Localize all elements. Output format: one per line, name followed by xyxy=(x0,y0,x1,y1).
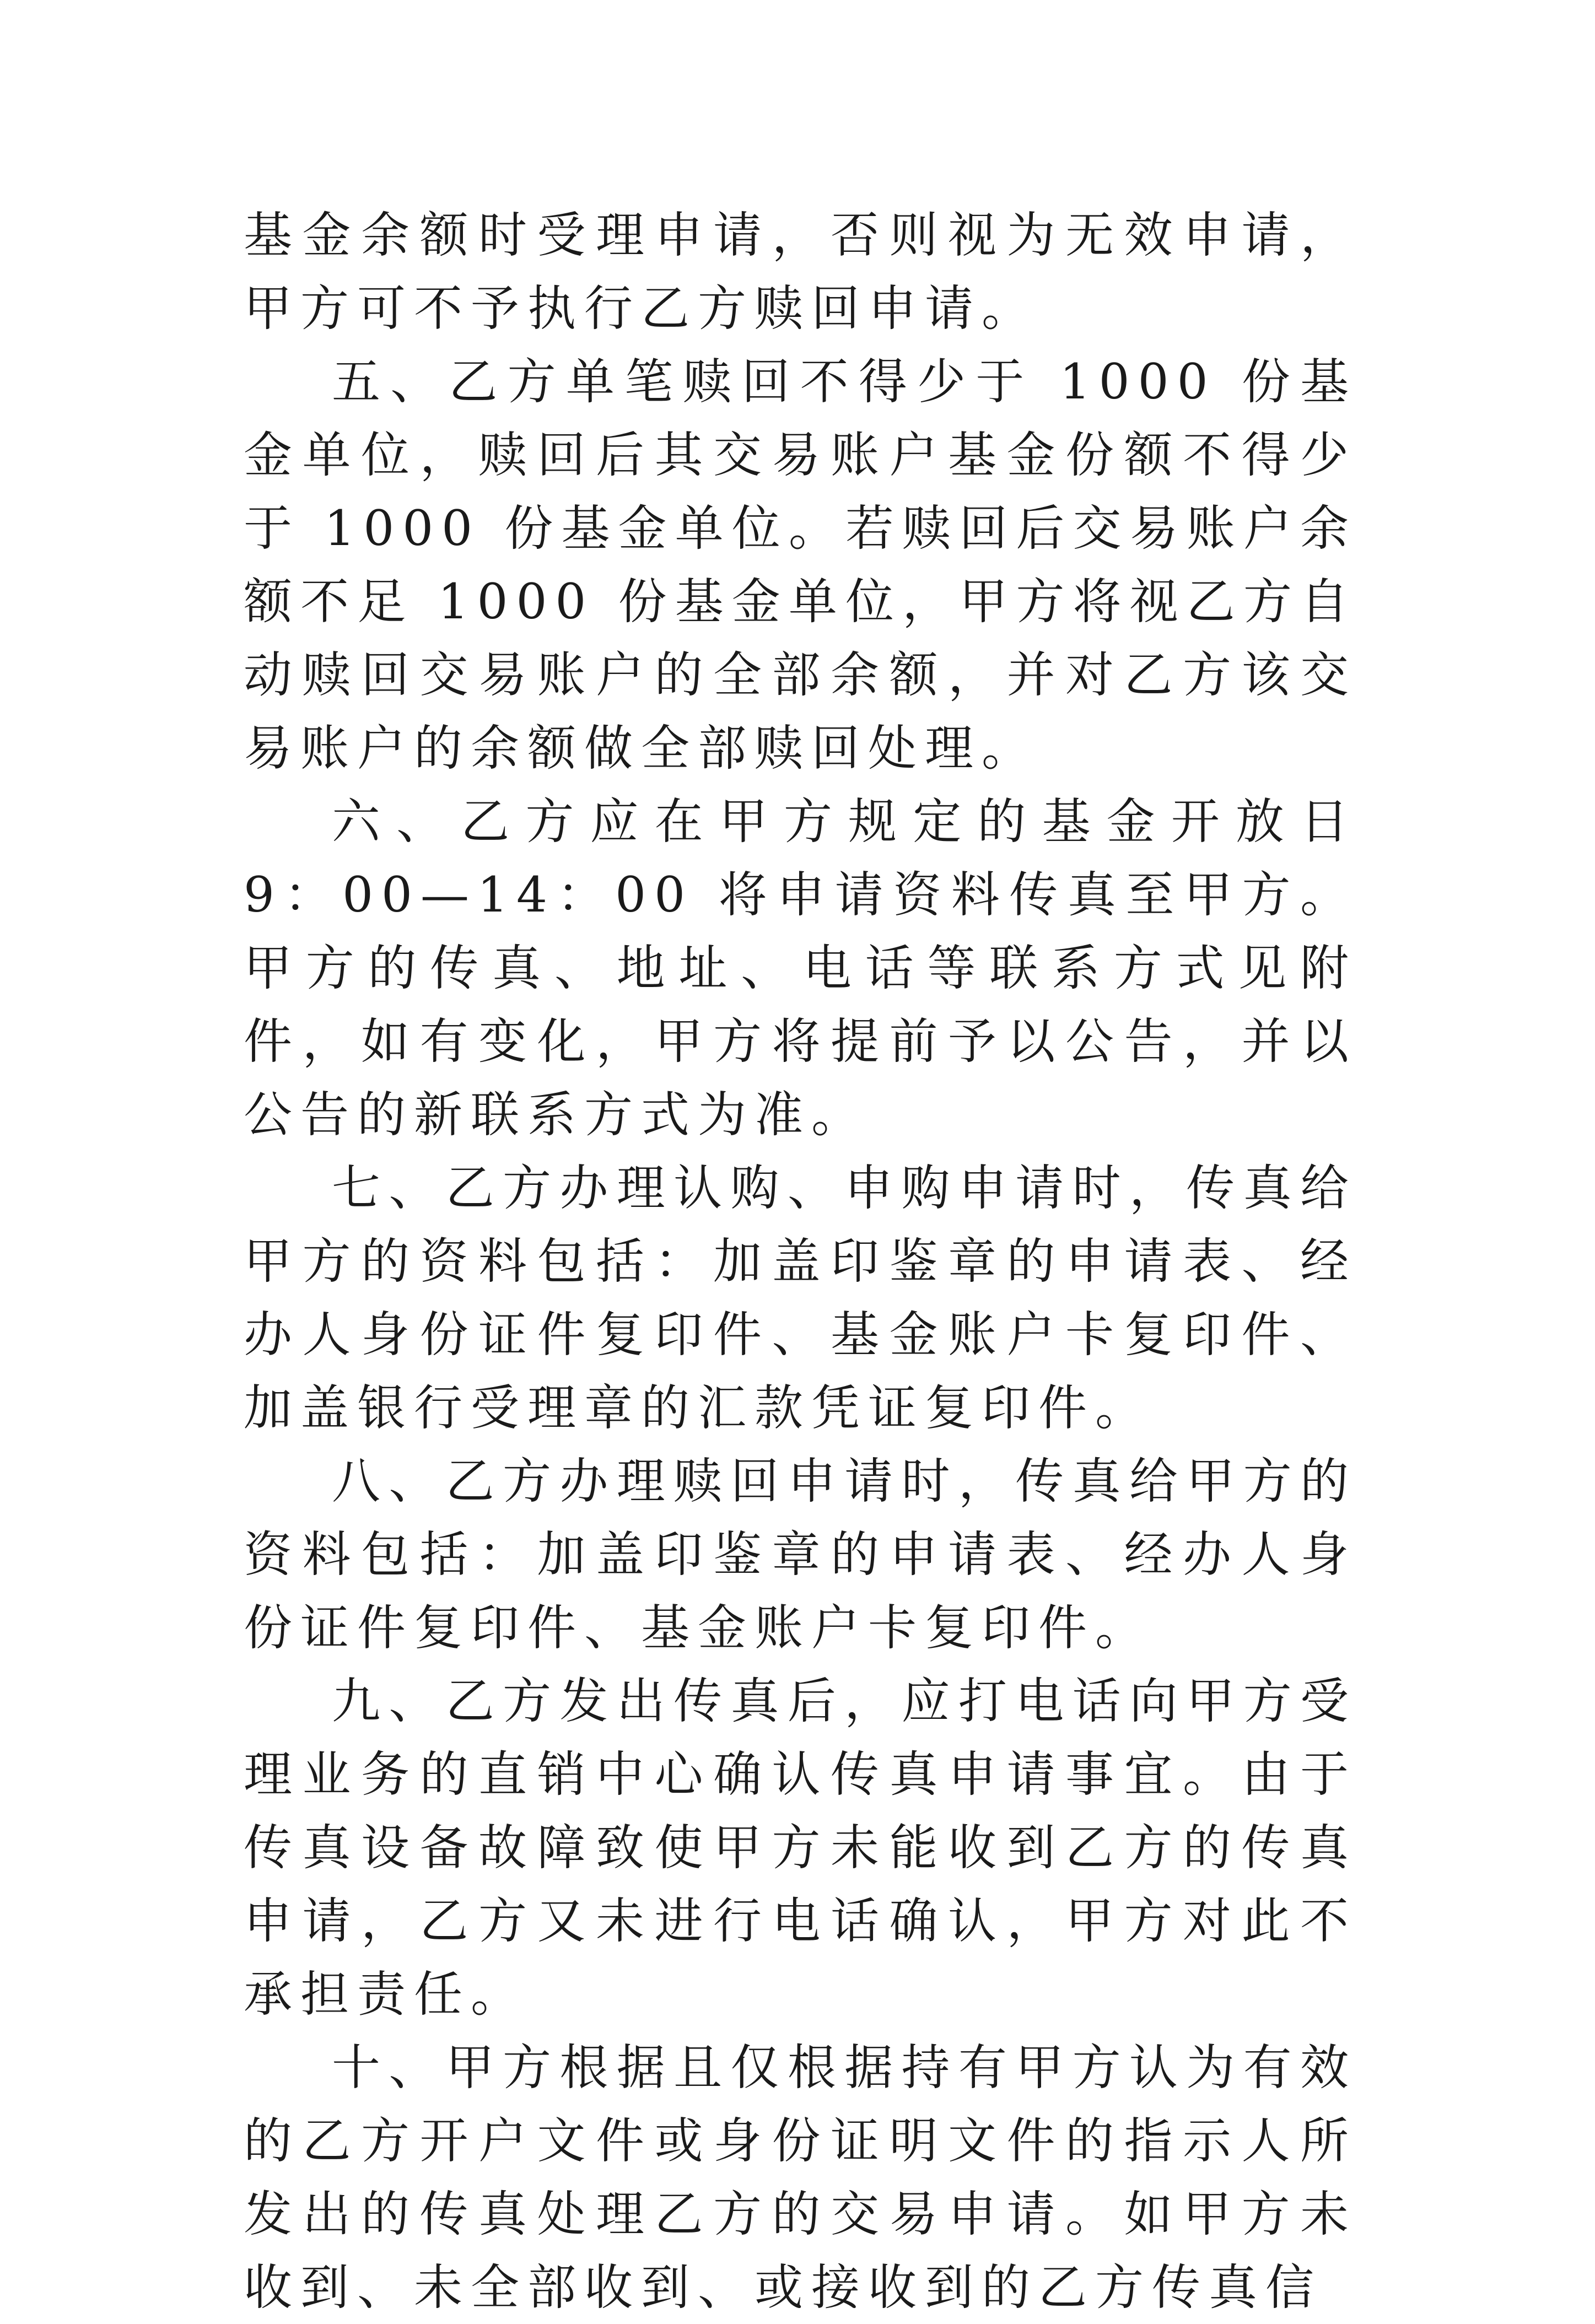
paragraph-continuation: 基金余额时受理申请，否则视为无效申请，甲方可不予执行乙方赎回申请。 xyxy=(244,207,1357,337)
paragraph-clause-9: 九、乙方发出传真后，应打电话向甲方受理业务的直销中心确认传真申请事宜。由于传真设备故障致使甲方未能收到乙方的传真申请，乙方又未进行电话确认，甲方对此不承担责任。 xyxy=(244,1673,1357,2023)
document-body xyxy=(244,198,1357,2324)
paragraph-clause-7: 七、乙方办理认购、申购申请时，传真给甲方的资料包括：加盖印鉴章的申请表、经办人身份证件复印件、基金账户卡复印件、加盖银行受理章的汇款凭证复印件。 xyxy=(244,1160,1357,1436)
paragraph-clause-10: 十、甲方根据且仅根据持有甲方认为有效的乙方开户文件或身份证明文件的指示人所发出的传真处理乙方的交易申请。如甲方未收到、未全部收到、或接收到的乙方传真信 xyxy=(244,2039,1357,2316)
paragraph-clause-5: 五、乙方单笔赎回不得少于 1000 份基金单位，赎回后其交易账户基金份额不得少于 1000 份基金单位。若赎回后交易账户余额不足 1000 份基金单位，甲方将视乙方自动赎回交易账户的全部余额，并对乙方该交易账户的余额做全部赎回处理。 xyxy=(244,353,1357,777)
paragraph-clause-6: 六、乙方应在甲方规定的基金开放日 9：00—14：00 将申请资料传真至甲方。甲方的传真、地址、电话等联系方式见附件，如有变化，甲方将提前予以公告，并以公告的新联系方式为准。 xyxy=(244,793,1357,1143)
paragraph-clause-8: 八、乙方办理赎回申请时，传真给甲方的资料包括：加盖印鉴章的申请表、经办人身份证件复印件、基金账户卡复印件。 xyxy=(244,1453,1357,1656)
